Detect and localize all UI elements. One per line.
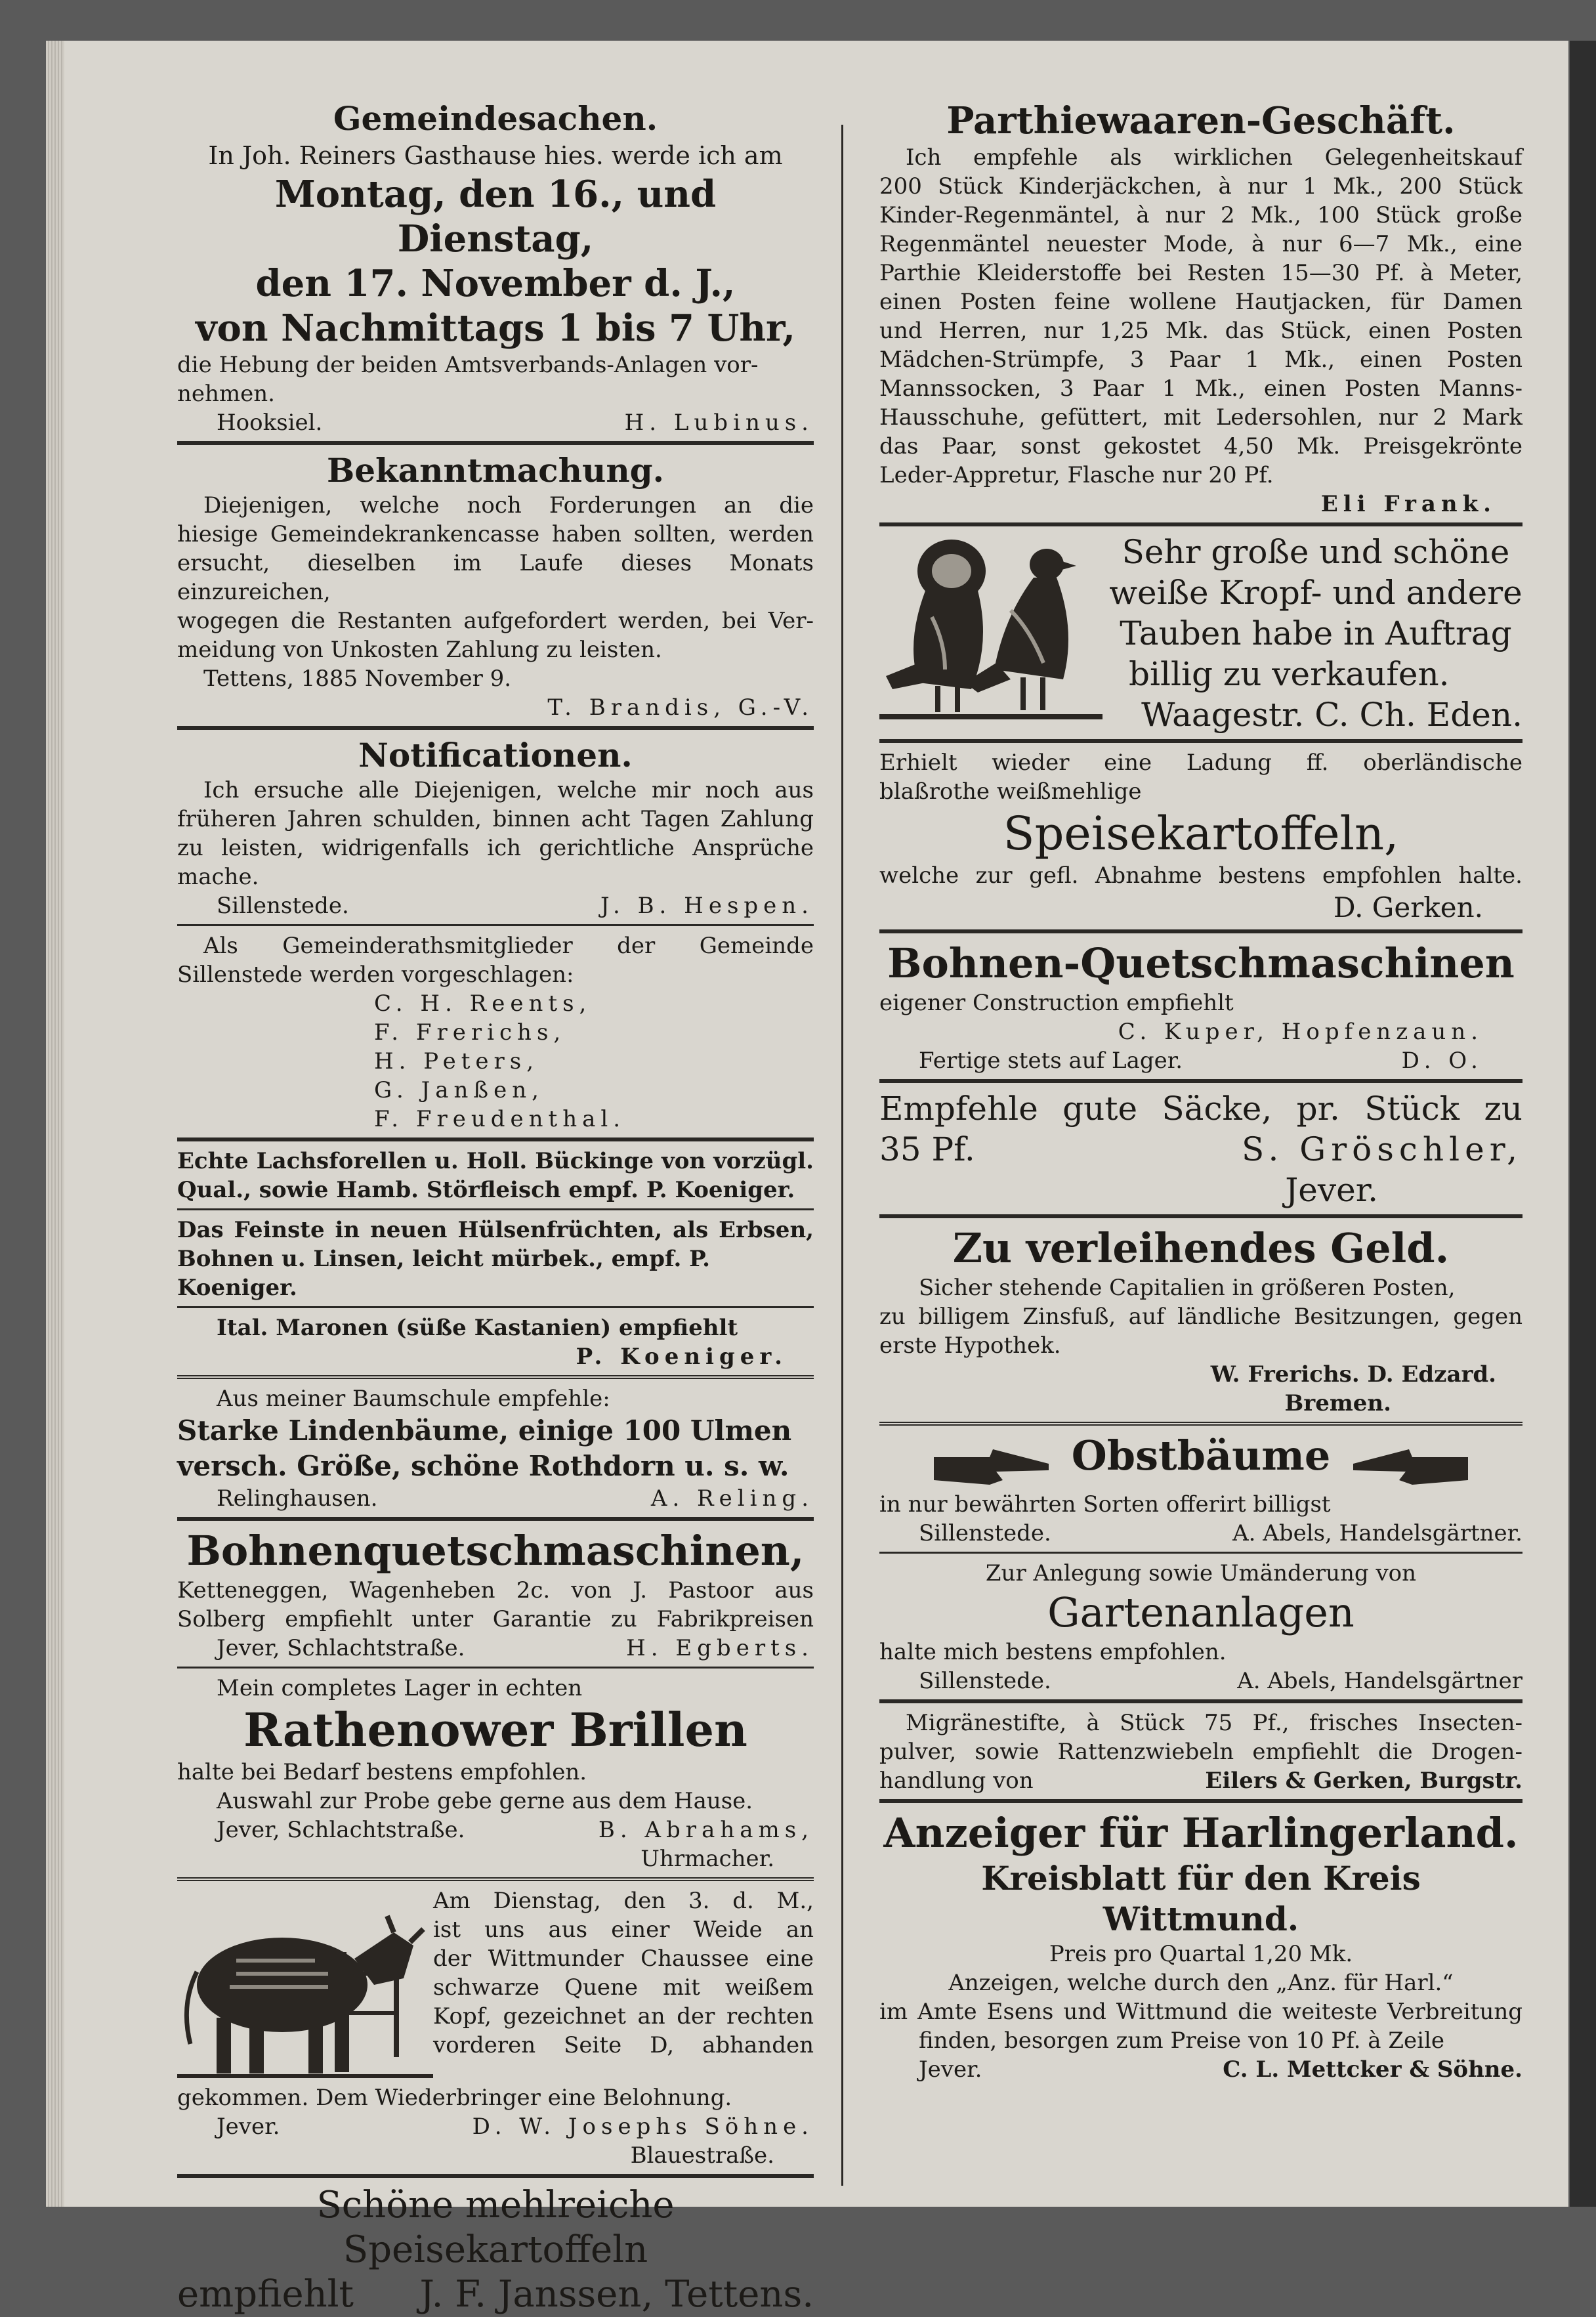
ad-signer-address: Blauestraße. [630,2142,774,2169]
ad-signature [879,1766,1522,1795]
ad-place: Sillenstede. [217,893,349,919]
ad-signer: D. Gerken. [1333,891,1483,924]
ad-separator [177,1306,814,1308]
ad-place: Jever, Schlachtstraße. [217,1635,465,1661]
ad-signer: P. Koeniger. [576,1344,788,1370]
ad-separator [177,726,814,730]
ad-title: Obstbäume [1071,1432,1331,1479]
ad-line: Ich ersuche alle Diejenigen, welche mir noch aus [203,777,814,803]
ad-line: Anzeigen, welche durch den „Anz. für Harl.“ [948,1969,1454,1996]
ad-line: Qual., sowie Hamb. Störfleisch empf. P. Koeniger. [177,1177,795,1203]
scan-border [1570,41,1596,2207]
ad-line: versch. Größe, schöne Rothdorn u. s. w. [177,1450,789,1482]
ad-line: in nur bewährten Sorten offerirt billigst [879,1491,1331,1518]
ad-line: handlung von [879,1767,1034,1794]
ad-title: Bohnen-Quetschmaschinen [887,939,1515,987]
ad-brillen [177,1674,814,1873]
left-column [177,98,814,2317]
ad-parthiewaaren [879,98,1522,519]
ad-subtitle: Kreisblatt für den Kreis Wittmund. [981,1858,1421,1938]
ad-line: Leder-Appretur, Flasche nur 20 Pf. [879,462,1274,488]
ad-separator [177,441,814,445]
ad-anzeiger [879,1808,1522,2084]
ad-line: Montag, den 16., und Dienstag, [274,173,717,261]
ad-signer: W. Frerichs. D. Edzard. [1210,1361,1496,1388]
ad-signature [177,2112,814,2141]
ad-line: Migränestifte, à Stück 75 Pf., frisches Insecten- [906,1709,1522,1736]
ad-line: Erhielt wieder eine Ladung ff. oberländische [879,750,1522,776]
ad-separator [177,1517,814,1521]
ad-signature [879,1519,1522,1548]
ad-separator [177,1667,814,1669]
ad-text [1102,532,1522,735]
ad-line: ist uns aus einer Weide an [433,1917,814,1943]
ad-gartenanlagen [879,1559,1522,1695]
ad-line: ersucht, dieselben im Laufe dieses Monats einzureichen, [177,550,814,605]
ad-signer: C. L. Mettcker & Söhne. [1223,2056,1522,2083]
ad-line: In Joh. Reiners Gasthause hies. werde ich am [208,141,783,170]
ad-image-row [177,1886,814,2083]
ad-line: zu leisten, widrigenfalls ich gerichtliche Ansprüche [177,835,814,861]
ad-line: gekommen. Dem Wiederbringer eine Belohnung. [177,2085,732,2111]
ad-signature [879,1129,1522,1170]
ad-line: und Herren, nur 1,25 Mk. das Stück, einen Posten [879,318,1522,344]
ad-line: die Hebung der beiden Amtsverbands-Anlagen vor- [177,352,759,378]
ad-signer: H. Lubinus. [624,410,814,436]
ad-signature [879,1046,1522,1075]
ad-line: finden, besorgen zum Preise von 10 Pf. à Zeile [919,2027,1444,2054]
ad-signature [177,1634,814,1663]
ad-line: Sillenstede werden vorgeschlagen: [177,962,574,988]
ad-line: nehmen. [177,381,275,407]
ad-separator [879,1422,1522,1426]
ad-separator [879,929,1522,933]
ad-line: Mädchen-Strümpfe, 3 Paar 1 Mk., einen Posten [879,347,1522,373]
ad-line: Kinder-Regenmäntel, à nur 2 Mk., 100 Stück große [879,202,1522,228]
ad-separator [177,1137,814,1141]
ad-signature [177,891,814,920]
ad-signer-title: Uhrmacher. [640,1846,774,1872]
ad-separator [177,1877,814,1881]
ad-line: zu billigem Zinsfuß, auf ländliche Besitzungen, gegen [879,1304,1522,1330]
ad-line: Als Gemeinderathsmitglieder der Gemeinde [203,933,814,959]
ad-line: Empfehle gute Säcke, pr. Stück zu [879,1090,1522,1128]
ad-line: Regenmäntel neuester Mode, à nur 6—7 Mk., eine [879,231,1522,257]
ad-signer: A. Abels, Handelsgärtner. [1232,1520,1522,1546]
ad-huelsenfruechte [177,1216,814,1302]
ad-separator [177,1208,814,1210]
ad-line: halte mich bestens empfohlen. [879,1638,1227,1665]
ad-line: den 17. November d. J., [255,262,736,305]
ad-title: Speisekartoffeln, [1003,807,1399,861]
ad-line: schwarze Quene mit weißem [433,1974,814,2001]
ad-signer: Eli Frank. [1320,491,1496,517]
ad-maronen [177,1313,814,1371]
ad-line: meidung von Unkosten Zahlung zu leisten. [177,637,662,663]
ad-line: Fertige stets auf Lager. [919,1048,1183,1074]
pointing-hand-left-icon [1347,1444,1471,1490]
candidate-name: C. H. Reents, [374,990,592,1017]
ad-signer: A. Reling. [650,1485,814,1512]
candidate-name: G. Janßen, [374,1077,544,1103]
ad-signer: J. F. Janssen, Tettens. [419,2273,814,2316]
ad-title: Rathenower Brillen [243,1703,747,1757]
ad-separator [879,1552,1522,1554]
ad-title: Bekanntmachung. [326,451,665,490]
ad-price: Preis pro Quartal 1,20 Mk. [1049,1940,1353,1967]
ad-signer: A. Abels, Handelsgärtner [1237,1667,1522,1694]
ad-line: Hausschuhe, gefüttert, mit Ledersohlen, nur 2 Mark [879,404,1522,431]
ad-drogenhandlung [879,1709,1522,1795]
ad-bekanntmachung [177,450,814,722]
ad-signer: H. Egberts. [626,1635,814,1661]
ad-line: blaßrothe weißmehlige [879,778,1142,805]
ad-separator [177,1375,814,1379]
ad-title: Bohnenquetschmaschinen, [186,1527,805,1575]
ad-baumschule [177,1384,814,1513]
ad-line: Ital. Maronen (süße Kastanien) empfiehlt [217,1315,738,1341]
ad-signer: T. Brandis, G.-V. [547,694,814,721]
ad-line: Sicher stehende Capitalien in größeren Posten, [919,1275,1456,1301]
ad-line: Starke Lindenbäume, einige 100 Ulmen [177,1414,792,1447]
ad-line: billig zu verkaufen. [1129,655,1450,693]
ad-signer: B. Abrahams, [598,1817,814,1843]
ad-janssen-kartoffeln [177,2183,814,2317]
ad-line: Ich empfehle als wirklichen Gelegenheitskauf [906,144,1522,171]
ad-line: Sehr große und schöne [1122,533,1510,571]
ad-separator [177,924,814,926]
ad-place: Jever. [217,2114,280,2140]
ad-speisekartoffeln [879,748,1522,925]
ad-line: einen Posten feine wollene Hautjacken, für Damen [879,289,1522,315]
ad-line: Tauben habe in Auftrag [1120,614,1512,652]
ad-line: Diejenigen, welche noch Forderungen an die [203,492,814,519]
ad-line: Bohnen u. Linsen, leicht mürbek., empf. P. Koeniger. [177,1246,710,1301]
ad-line: wogegen die Restanten aufgefordert werden, bei Ver- [177,608,814,634]
ad-signer: S. Gröschler, [1242,1130,1522,1168]
ad-line: erste Hypothek. [879,1332,1061,1359]
ad-signature [177,2272,814,2317]
ad-signature [177,1484,814,1513]
ad-line: früheren Jahren schulden, binnen acht Tagen Zahlung [177,806,814,832]
ad-place: Sillenstede. [919,1520,1051,1546]
ad-line: mache. [177,864,259,890]
ad-place: Jever, Schlachtstraße. [217,1817,465,1843]
pointing-hand-right-icon [931,1444,1055,1490]
ad-bohnenquetschmaschinen [177,1526,814,1663]
ad-signature [879,2055,1522,2084]
candidate-name: F. Freudenthal. [374,1106,626,1132]
ad-line: Kopf, gezeichnet an der rechten [433,2003,814,2030]
ad-line: Das Feinste in neuen Hülsenfrüchten, als Erbsen, [177,1217,814,1243]
ad-line: 200 Stück Kinderjäckchen, à nur 1 Mk., 200 Stück [879,173,1522,200]
ad-title: Zu verleihendes Geld. [952,1224,1450,1272]
ad-line: empfiehlt [177,2273,354,2316]
ad-line: eigener Construction empfiehlt [879,990,1234,1016]
ad-signer: D. W. Josephs Söhne. [472,2114,814,2140]
ad-bohnen-quetschmaschinen [879,939,1522,1075]
ad-line: im Amte Esens und Wittmund die weiteste Verbreitung [879,1998,1522,2025]
ad-signer: Eilers & Gerken, Burgstr. [1205,1767,1522,1794]
ad-image-row [879,532,1522,735]
ad-line: Parthie Kleiderstoffe bei Resten 15—30 Pf. à Meter, [879,260,1522,286]
ad-separator [177,2174,814,2178]
ad-place: Hooksiel. [217,410,323,436]
ad-text [433,1886,814,2060]
ad-line: Ketteneggen, Wagenheben 2c. von J. Pastoor aus [177,1577,814,1604]
ad-place: Sillenstede. [919,1667,1051,1694]
ad-line: Echte Lachsforellen u. Holl. Bückinge von vorzügl. [177,1148,814,1174]
ad-place: Jever. [919,2056,982,2083]
ad-line: Auswahl zur Probe gebe gerne aus dem Hause. [217,1788,753,1814]
pigeon-illustration [879,532,1102,729]
cow-illustration [177,1886,433,2083]
ad-title: Anzeiger für Harlingerland. [883,1808,1519,1857]
ad-title: Gartenanlagen [1047,1588,1354,1636]
ad-lachsforellen [177,1147,814,1204]
ad-signer: D. O. [1401,1048,1483,1074]
ad-line: 35 Pf. [879,1130,975,1168]
ad-line: Aus meiner Baumschule empfehle: [217,1386,610,1412]
ad-signature [177,408,814,437]
candidate-name: H. Peters, [374,1048,539,1074]
ad-line: Zur Anlegung sowie Umänderung von [985,1560,1417,1586]
ad-line: von Nachmittags 1 bis 7 Uhr, [196,307,795,350]
ad-separator [879,1799,1522,1803]
ad-separator [879,1214,1522,1218]
ad-gemeinderath [177,931,814,1134]
ad-signer: C. Kuper, Hopfenzaun. [1118,1019,1483,1045]
ad-separator [879,1079,1522,1083]
ad-title: Notificationen. [358,736,633,775]
ad-line: der Wittmunder Chaussee eine [433,1945,814,1972]
ad-title: Gemeindesachen. [333,99,658,138]
ad-date: Tettens, 1885 November 9. [203,666,512,692]
ad-place: Jever. [1285,1171,1378,1209]
ad-line: Am Dienstag, den 3. d. M., [433,1888,814,1914]
ad-line: hiesige Gemeindekrankencasse haben sollten, werden [177,521,814,547]
column-divider [841,125,843,2186]
ad-line: das Paar, sonst gekostet 4,50 Mk. Preisgekrönte [879,433,1522,459]
ad-signer: J. B. Hespen. [600,893,814,919]
ad-place: Relinghausen. [217,1485,378,1512]
ad-separator [879,1699,1522,1703]
ad-line: weiße Kropf- und andere [1109,574,1522,612]
ad-line: vorderen Seite D, abhanden [433,2032,814,2058]
ad-gemeindesachen [177,98,814,437]
ad-notificationen [177,735,814,920]
ad-signature [879,1667,1522,1695]
ad-lost-cow [177,1886,814,2170]
ad-saecke [879,1088,1522,1210]
ad-line: Mein completes Lager in echten [217,1675,583,1701]
ad-tauben [879,532,1522,735]
ad-obstbaeume [879,1431,1522,1548]
right-column [879,98,1522,2084]
ad-title: Parthiewaaren-Geschäft. [946,99,1456,142]
ad-separator [879,739,1522,743]
ad-separator [879,522,1522,526]
ad-line: Mannssocken, 3 Paar 1 Mk., einen Posten Manns- [879,375,1522,402]
ad-line: pulver, sowie Rattenzwiebeln empfiehlt die Drogen- [879,1738,1522,1765]
ad-line: halte bei Bedarf bestens empfohlen. [177,1759,587,1785]
page-stack-edge [46,41,64,2207]
ad-geld [879,1223,1522,1418]
ad-signer: Waagestr. C. Ch. Eden. [1141,696,1522,734]
ad-line: Solberg empfiehlt unter Garantie zu Fabrikpreisen [177,1606,814,1632]
ad-place: Bremen. [1284,1390,1391,1416]
ad-signature [177,1816,814,1844]
ad-line: Schöne mehlreiche Speisekartoffeln [316,2184,675,2271]
ad-title-row [879,1431,1522,1490]
ad-line: welche zur gefl. Abnahme bestens empfohlen halte. [879,862,1522,889]
candidate-name: F. Frerichs, [374,1019,566,1046]
